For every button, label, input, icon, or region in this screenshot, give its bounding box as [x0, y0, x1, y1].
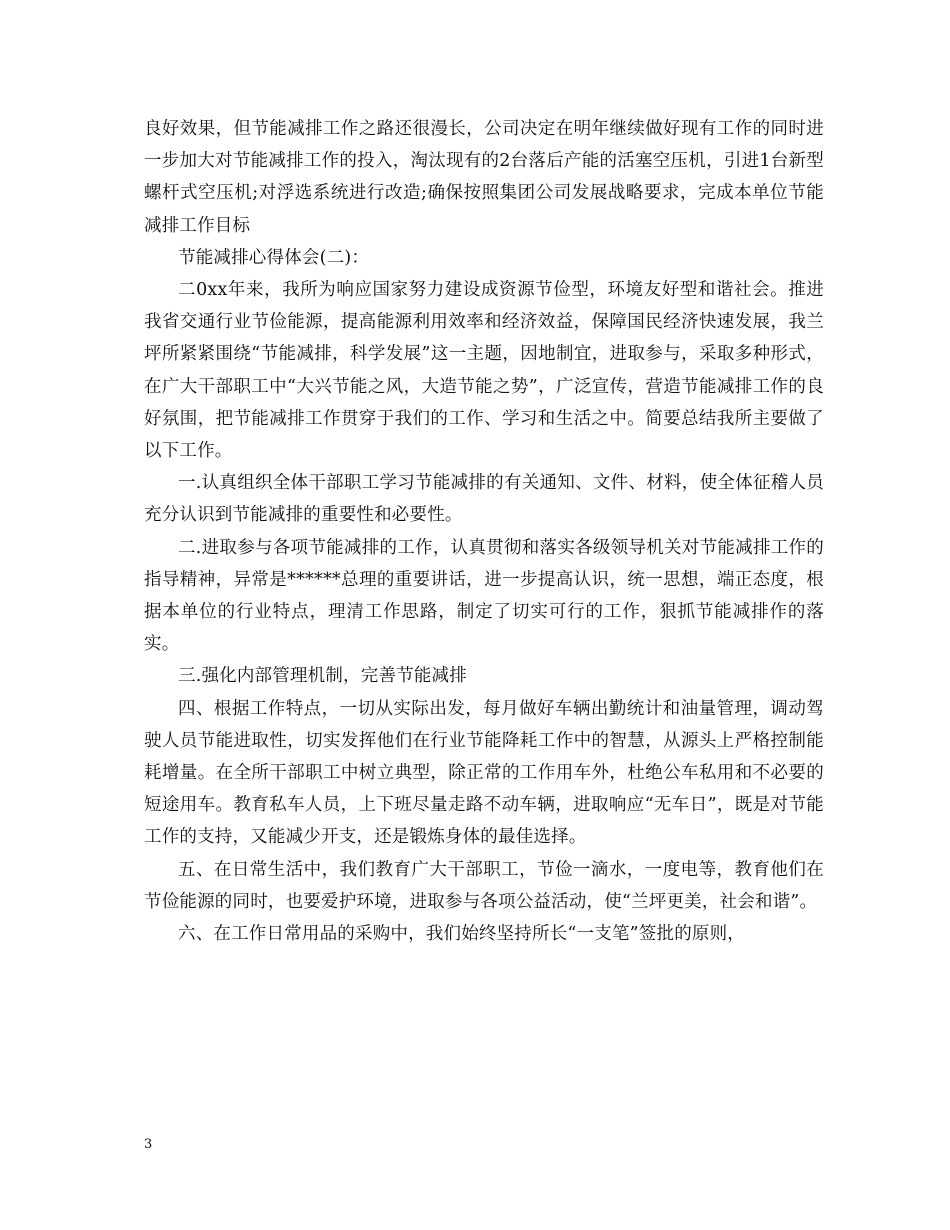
- paragraph-item-1: 一.认真组织全体干部职工学习节能减排的有关通知、文件、材料，使全体征稽人员充分认识到节能减排的重要性和必要性。: [144, 473, 824, 526]
- paragraph-item-2: 二.进取参与各项节能减排的工作，认真贯彻和落实各级领导机关对节能减排工作的指导精神，异常是******总理的重要讲话，进一步提高认识，统一思想，端正态度，根据本单位的行业特点，理清工作思路，制定了切实可行的工作，狠抓节能减排作的落实。: [144, 537, 824, 655]
- paragraph-item-3: 三.强化内部管理机制，完善节能减排: [178, 666, 467, 687]
- paragraph-item-5: 五、在日常生活中，我们教育广大干部职工，节俭一滴水，一度电等，教育他们在节俭能源的同时，也要爱护环境，进取参与各项公益活动，使“兰坪更美，社会和谐”。: [144, 859, 824, 912]
- paragraph-item-4: 四、根据工作特点，一切从实际出发，每月做好车辆出勤统计和油量管理，调动驾驶人员节能进取性，切实发挥他们在行业节能降耗工作中的智慧，从源头上严格控制能耗增量。在全所干部职工中树立典型，除正常的工作用车外，杜绝公车私用和不必要的短途用车。教育私车人员，上下班尽量走路不动车辆，进取响应“无车日”，既是对节能工作的支持，又能减少开支，还是锻炼身体的最佳选择。: [144, 698, 824, 848]
- page-number: 3: [144, 1137, 153, 1152]
- paragraph-intro: 二0xx年来，我所为响应国家努力建设成资源节俭型，环境友好型和谐社会。推进我省交通行业节俭能源，提高能源利用效率和经济效益，保障国民经济快速发展，我兰坪所紧紧围绕“节能减排，科学发展”这一主题，因地制宜，进取参与，采取多种形式，在广大干部职工中“大兴节能之风，大造节能之势”，广泛宣传，营造节能减排工作的良好氛围，把节能减排工作贯穿于我们的工作、学习和生活之中。简要总结我所主要做了以下工作。: [144, 280, 824, 462]
- section-heading: 节能减排心得体会(二)：: [178, 247, 370, 268]
- document-body: [144, 113, 824, 950]
- paragraph-continuation: 良好效果，但节能减排工作之路还很漫长，公司决定在明年继续做好现有工作的同时进一步加大对节能减排工作的投入，淘汰现有的2台落后产能的活塞空压机，引进1台新型螺杆式空压机;对浮选系统进行改造;确保按照集团公司发展战略要求，完成本单位节能减排工作目标: [144, 119, 824, 236]
- paragraph-item-6: 六、在工作日常用品的采购中，我们始终坚持所长“一支笔”签批的原则，: [178, 924, 745, 945]
